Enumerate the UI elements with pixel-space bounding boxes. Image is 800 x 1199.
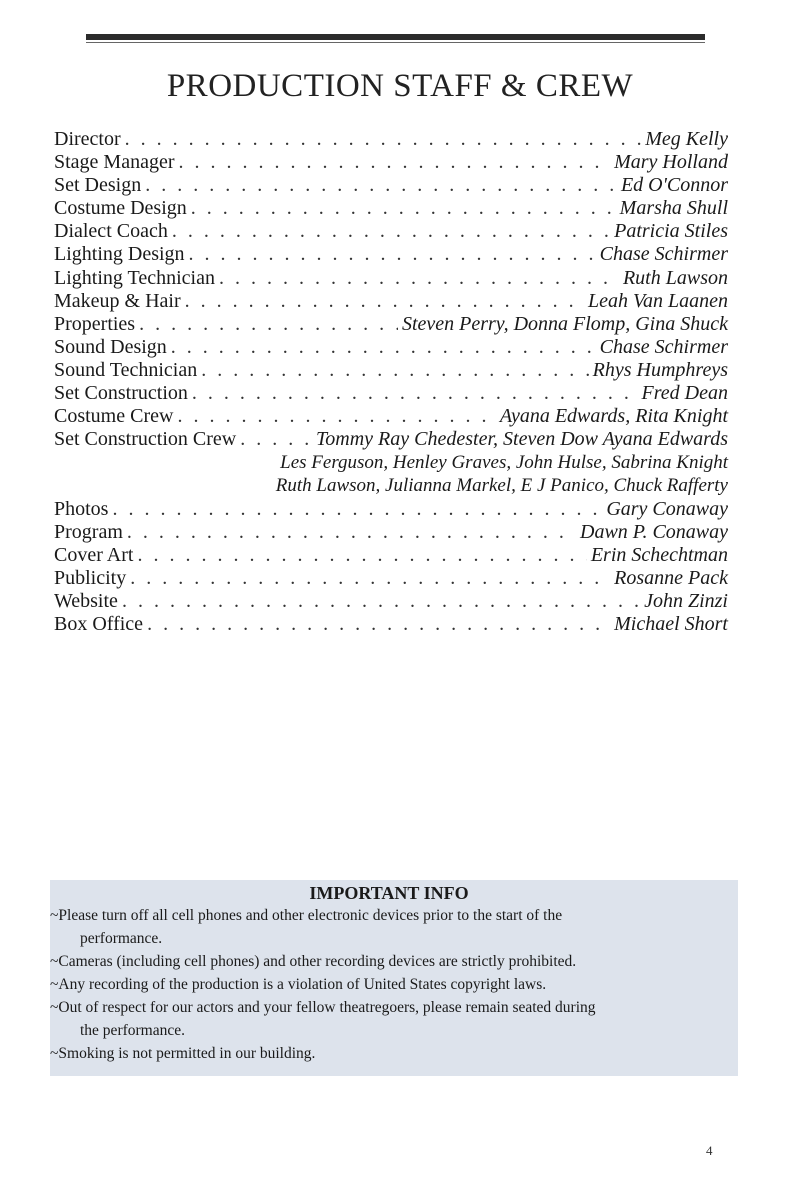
credits-list (54, 128, 728, 636)
credit-name: Chase Schirmer (599, 335, 728, 358)
page-title: PRODUCTION STAFF & CREW (166, 68, 634, 104)
credit-name: Meg Kelly (645, 128, 728, 150)
info-item-text: ~Smoking is not permitted in our building. (50, 1045, 316, 1062)
info-item-continuation: performance. (80, 930, 163, 947)
credit-name: Chase Schirmer (599, 243, 728, 266)
set-crew-continued-line: Ruth Lawson, Julianna Markel, E J Panico, Chuck Rafferty (275, 475, 728, 497)
credit-row (54, 128, 728, 151)
page-number: 4 (706, 1143, 713, 1158)
dot-leader (177, 405, 495, 428)
credit-name: John Zinzi (644, 589, 728, 612)
credit-name: Steven Perry, Donna Flomp, Gina Shuck (401, 312, 728, 335)
credit-name: Ayana Edwards, Rita Knight (499, 405, 728, 428)
credit-row (54, 290, 728, 313)
dot-leader (219, 267, 619, 290)
credit-row (54, 428, 728, 451)
credit-name: Patricia Stiles (614, 220, 728, 243)
credit-row (54, 151, 728, 174)
credit-name: Tommy Ray Chedester, Steven Dow Ayana Edwards (315, 428, 728, 451)
info-item-text: ~Any recording of the production is a violation of United States copyright laws. (50, 976, 547, 993)
dot-leader (122, 590, 640, 613)
dot-leader (125, 128, 642, 151)
dot-leader (179, 151, 611, 174)
info-item (50, 1042, 728, 1065)
dot-leader (171, 336, 596, 359)
credit-row (54, 243, 728, 266)
credit-name: Fred Dean (641, 382, 728, 405)
important-info-box (50, 880, 738, 1076)
credit-role: Lighting Design (54, 243, 185, 266)
credit-role: Stage Manager (54, 151, 175, 174)
dot-leader (112, 498, 602, 521)
dot-leader (139, 313, 398, 336)
info-item (50, 996, 728, 1042)
credit-name: Ed O'Connor (620, 174, 728, 197)
credit-role: Set Design (54, 174, 142, 197)
credit-row (54, 567, 728, 590)
info-item (50, 950, 728, 973)
credit-row (54, 174, 728, 197)
dot-leader (185, 290, 584, 313)
credit-row (54, 197, 728, 220)
credit-name: Mary Holland (614, 151, 728, 174)
credit-name: Marsha Shull (619, 197, 728, 220)
top-rule-thick (86, 34, 705, 40)
credit-name: Rhys Humphreys (592, 358, 728, 381)
credit-name: Michael Short (614, 612, 728, 635)
info-item-text: ~Cameras (including cell phones) and other recording devices are strictly prohibited. (50, 953, 577, 970)
credit-role: Sound Design (54, 335, 167, 358)
dot-leader (240, 428, 312, 451)
credit-role: Properties (54, 312, 136, 335)
credit-role: Program (54, 520, 123, 543)
credit-row (54, 267, 728, 290)
dot-leader (189, 243, 596, 266)
important-info-title: IMPORTANT INFO (309, 883, 469, 903)
credit-role: Sound Technician (54, 358, 198, 381)
dot-leader (201, 359, 588, 382)
credit-role: Director (54, 128, 121, 150)
credit-role: Costume Crew (54, 405, 174, 428)
credit-row (54, 313, 728, 336)
credit-row (54, 405, 728, 428)
credit-role: Makeup & Hair (54, 289, 181, 312)
credit-row (54, 590, 728, 613)
credit-role: Costume Design (54, 197, 187, 220)
credit-row (54, 613, 728, 636)
credit-role: Set Construction Crew (54, 428, 237, 451)
info-item-continuation: the performance. (80, 1022, 185, 1039)
credit-name: Leah Van Laanen (588, 289, 728, 312)
credit-name: Ruth Lawson (622, 266, 728, 289)
dot-leader (130, 567, 610, 590)
credit-name: Erin Schechtman (590, 543, 728, 566)
info-item-text: ~Out of respect for our actors and your fellow theatregoers, please remain seated during (50, 999, 596, 1016)
info-item (50, 973, 728, 996)
credit-name: Gary Conaway (606, 497, 728, 520)
set-crew-continued-line: Les Ferguson, Henley Graves, John Hulse, Sabrina Knight (280, 452, 728, 474)
dot-leader (127, 521, 576, 544)
credit-role: Box Office (54, 612, 144, 635)
top-rule-thin (86, 42, 705, 43)
dot-leader (137, 544, 586, 567)
info-item-text: ~Please turn off all cell phones and other electronic devices prior to the start of the (50, 907, 563, 924)
credit-row (54, 336, 728, 359)
credit-row (54, 544, 728, 567)
credit-name: Dawn P. Conaway (580, 520, 728, 543)
credit-role: Dialect Coach (54, 220, 168, 243)
dot-leader (191, 197, 616, 220)
dot-leader (192, 382, 638, 405)
dot-leader (172, 220, 610, 243)
dot-leader (147, 613, 610, 636)
credit-role: Publicity (54, 566, 127, 589)
credit-role: Set Construction (54, 382, 188, 405)
credit-row (54, 521, 728, 544)
credit-row (54, 359, 728, 382)
credit-role: Website (54, 589, 118, 612)
credit-role: Cover Art (54, 543, 134, 566)
info-item (50, 904, 728, 950)
credit-row (54, 498, 728, 521)
dot-leader (145, 174, 617, 197)
credit-row (54, 382, 728, 405)
credit-name: Rosanne Pack (614, 566, 728, 589)
credit-row (54, 220, 728, 243)
credit-role: Lighting Technician (54, 266, 215, 289)
credit-role: Photos (54, 497, 109, 520)
